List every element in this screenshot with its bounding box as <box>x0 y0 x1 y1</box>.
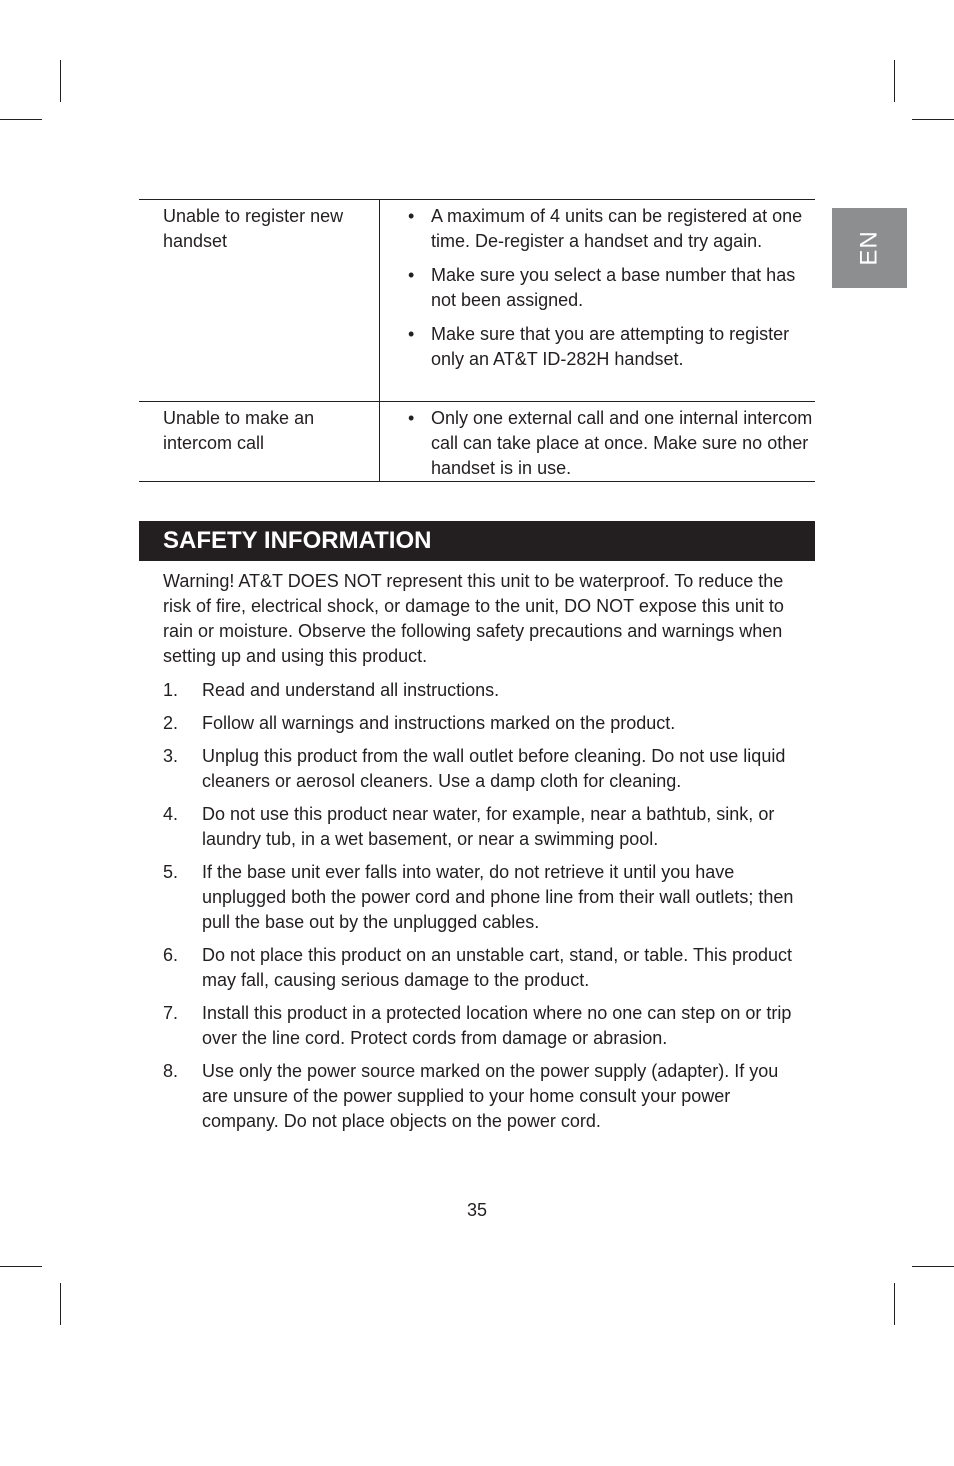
list-item <box>163 678 803 703</box>
item-text: Read and understand all instructions. <box>202 680 500 700</box>
crop-mark <box>912 1266 954 1267</box>
bullet-icon: • <box>408 408 415 428</box>
table-row <box>139 402 815 482</box>
page-number: 35 <box>466 1200 488 1220</box>
item-number: 5. <box>163 862 179 882</box>
item-number: 6. <box>163 945 179 965</box>
list-item <box>163 711 803 736</box>
item-number: 7. <box>163 1003 179 1023</box>
item-number: 3. <box>163 746 179 766</box>
crop-mark <box>60 60 61 102</box>
solution-text: Make sure that you are attempting to register only an AT&T ID-282H handset. <box>431 324 790 369</box>
item-text: Unplug this product from the wall outlet before cleaning. Do not use liquid cleaners or aerosol cleaners. Use a damp cloth for cleaning. <box>202 746 786 791</box>
list-item <box>163 860 803 935</box>
list-item <box>163 1001 803 1051</box>
bullet-icon: • <box>408 206 415 226</box>
solution-item <box>380 263 815 313</box>
item-text: Do not use this product near water, for example, near a bathtub, sink, or laundry tub, in a wet basement, or near a swimming pool. <box>202 804 775 849</box>
solution-text: A maximum of 4 units can be registered at one time. De-register a handset and try again. <box>431 206 803 251</box>
solution-text: Only one external call and one internal intercom call can take place at once. Make sure no other handset is in use. <box>431 408 813 478</box>
safety-intro: Warning! AT&T DOES NOT represent this unit to be waterproof. To reduce the risk of fire, electrical shock, or damage to the unit, DO NOT expose this unit to rain or moisture. Observe the following safety precautions and warnings when setting up and using this product. <box>163 571 784 666</box>
bullet-icon: • <box>408 265 415 285</box>
item-number: 4. <box>163 804 179 824</box>
bullet-icon: • <box>408 324 415 344</box>
item-text: Install this product in a protected location where no one can step on or trip over the line cord. Protect cords from damage or abrasion. <box>202 1003 792 1048</box>
item-text: Follow all warnings and instructions marked on the product. <box>202 713 676 733</box>
item-number: 8. <box>163 1061 179 1081</box>
list-item <box>163 802 803 852</box>
table-row <box>139 200 815 402</box>
safety-list <box>163 678 803 1142</box>
problem-cell: Unable to register new handset <box>139 200 380 401</box>
list-item <box>163 744 803 794</box>
crop-mark <box>0 1266 42 1267</box>
crop-mark <box>60 1283 61 1325</box>
language-tab-label: EN <box>855 230 883 266</box>
language-tab <box>832 208 907 288</box>
solution-item <box>380 406 815 481</box>
solution-text: Make sure you select a base number that has not been assigned. <box>431 265 796 310</box>
list-item <box>163 1059 803 1134</box>
solutions-cell <box>380 402 815 481</box>
item-number: 2. <box>163 713 179 733</box>
solution-item <box>380 204 815 254</box>
crop-mark <box>912 119 954 120</box>
crop-mark <box>894 1283 895 1325</box>
item-number: 1. <box>163 680 179 700</box>
problem-cell: Unable to make an intercom call <box>139 402 380 481</box>
list-item <box>163 943 803 993</box>
troubleshooting-table <box>139 199 815 482</box>
item-text: Use only the power source marked on the power supply (adapter). If you are unsure of the power supplied to your home consult your power company. Do not place objects on the power cord. <box>202 1061 779 1131</box>
item-text: Do not place this product on an unstable cart, stand, or table. This product may fall, causing serious damage to the product. <box>202 945 793 990</box>
section-title: SAFETY INFORMATION <box>139 521 815 561</box>
solution-item <box>380 322 815 372</box>
solutions-cell <box>380 200 815 401</box>
crop-mark <box>0 119 42 120</box>
crop-mark <box>894 60 895 102</box>
item-text: If the base unit ever falls into water, do not retrieve it until you have unplugged both the power cord and phone line from their wall outlets; then pull the base out by the unplugged cables. <box>202 862 794 932</box>
